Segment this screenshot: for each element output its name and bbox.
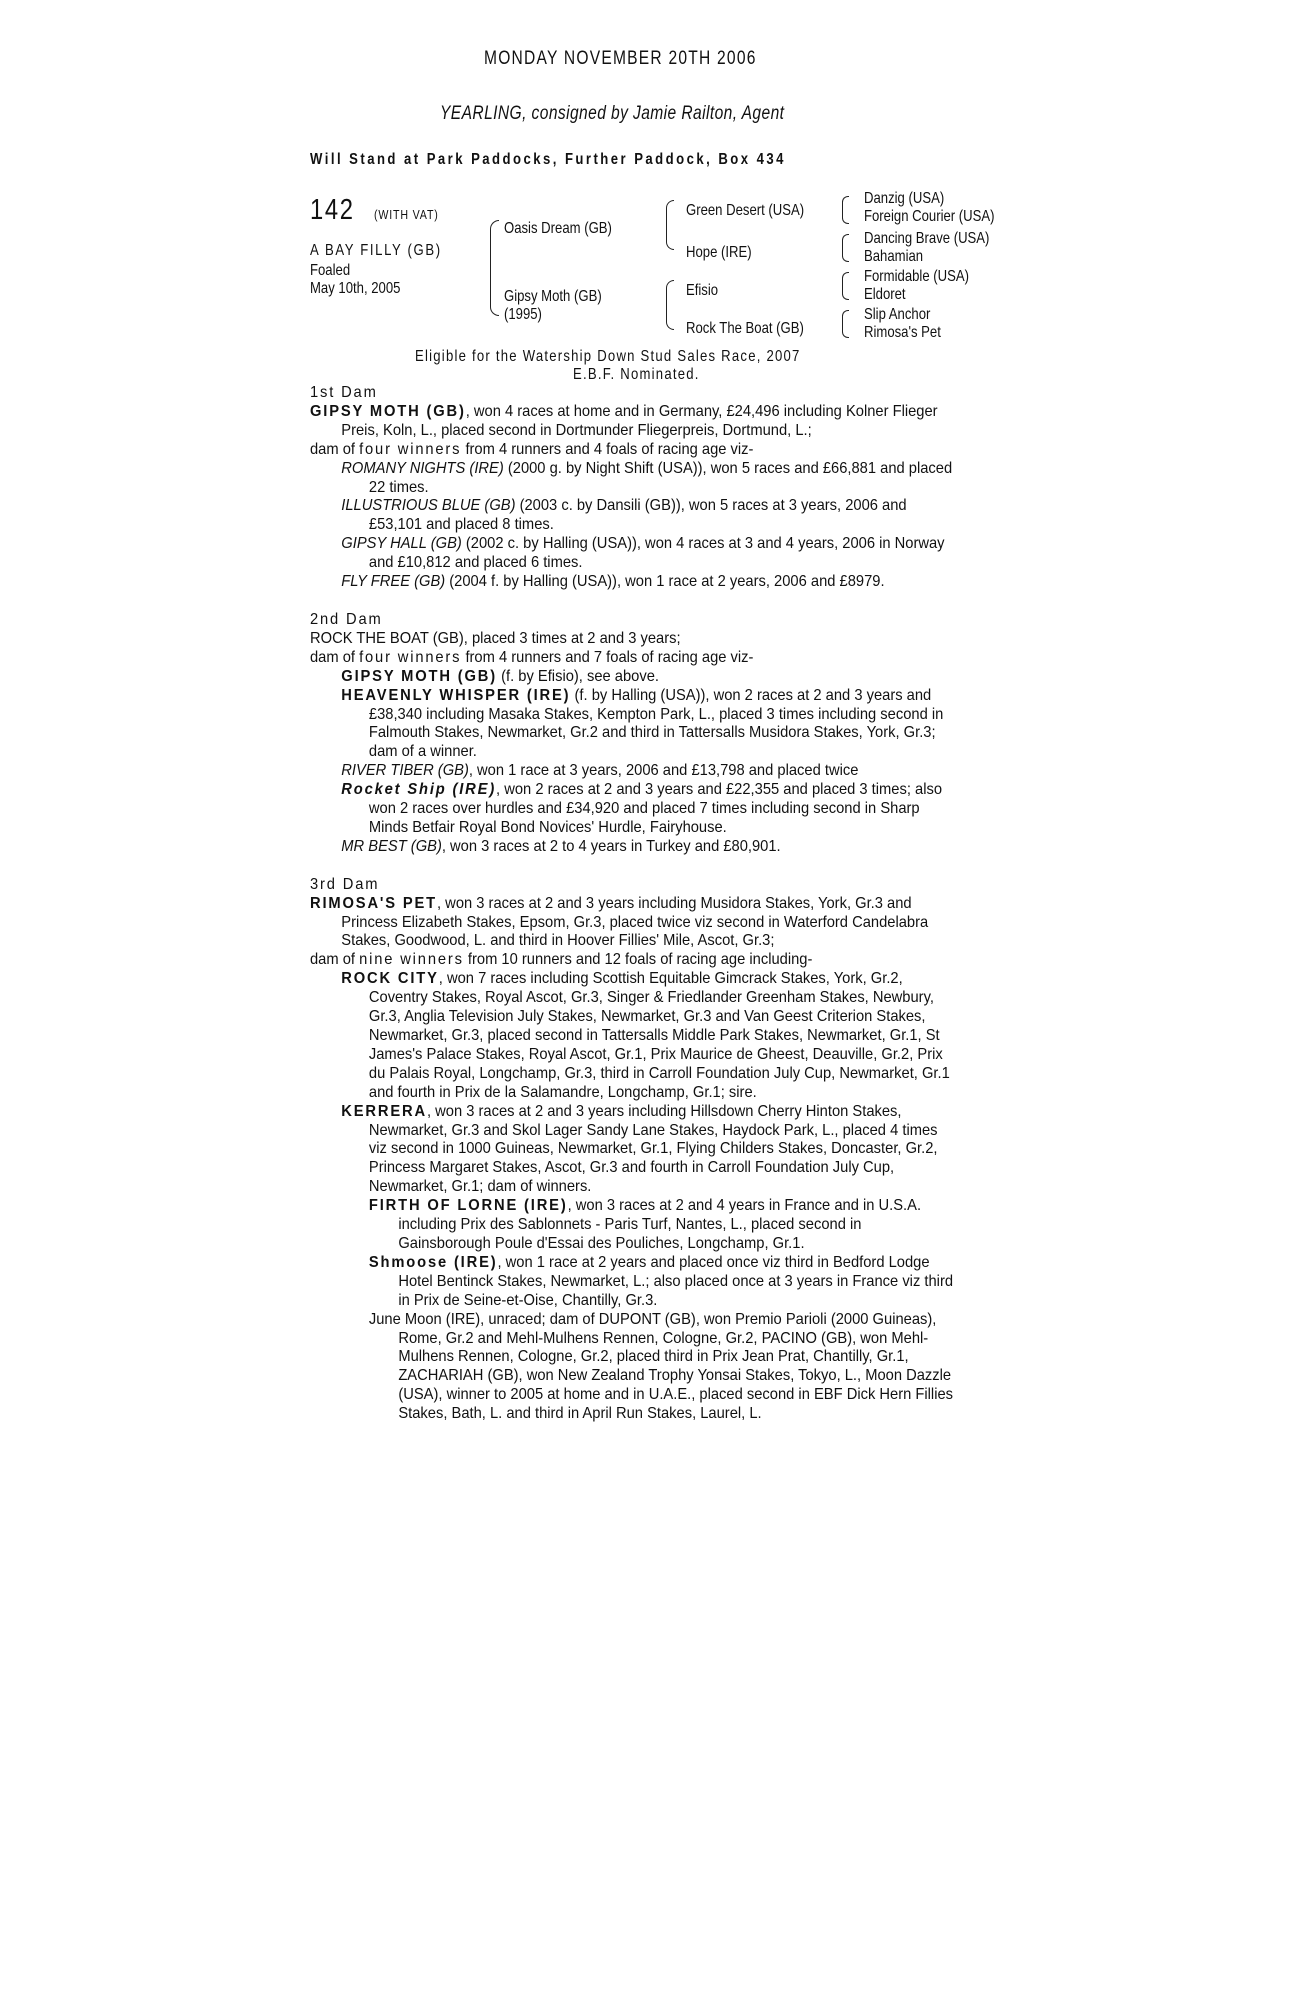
produce-entry: KERRERA, won 3 races at 2 and 3 years including Hillsdown Cherry Hinton Stakes, Newmarket, Gr.3 and Skol Lager Sandy Lane Stakes, Haydock Park, L., placed 4 times viz second in 1000 Guineas, Newmarket, Gr.1, Flying Childers Stakes, Doncaster, Gr.2, Princess Margaret Stakes, Ascot, Gr.3 and fourth in Carroll Foundation July Cup, Newmarket, Gr.1; dam of winners.	[341, 1102, 938, 1196]
produce-entry: ILLUSTRIOUS BLUE (GB) (2003 c. by Dansili (GB)), won 5 races at 3 years, 2006 and £53,101 and placed 8 times.	[341, 497, 907, 534]
first-dam-entry: GIPSY MOTH (GB), won 4 races at home and in Germany, £24,496 including Kolner Flieger Preis, Koln, L., placed second in Dortmunder Fliegerpreis, Dortmund, L.;	[310, 402, 938, 439]
pedigree-brace	[842, 196, 849, 224]
dam-sire-dam: Eldoret	[864, 286, 906, 303]
pedigree-brace	[842, 234, 849, 262]
produce-entry: ROMANY NIGHTS (IRE) (2000 g. by Night Shift (USA)), won 5 races and £66,881 and placed 22 times.	[341, 459, 953, 496]
sire-dam: Hope (IRE)	[686, 244, 752, 261]
second-dam-heading: 2nd Dam	[310, 610, 383, 628]
third-dam-entry: RIMOSA'S PET, won 3 races at 2 and 3 years including Musidora Stakes, York, Gr.3 and Princess Elizabeth Stakes, Epsom, Gr.3, placed twice viz second in Waterford Candelabra Stakes, Goodwood, L. and third in Hoover Fillies' Mile, Ascot, Gr.3;	[310, 894, 929, 950]
produce-entry: GIPSY MOTH (GB) (f. by Efisio), see above.	[341, 667, 659, 685]
foaled-label: Foaled	[310, 262, 351, 279]
produce-entry: HEAVENLY WHISPER (IRE) (f. by Halling (USA)), won 2 races at 2 and 3 years and £38,340 including Masaka Stakes, Kempton Park, L., placed 3 times including second in Falmouth Stakes, Newmarket, Gr.2 and third in Tattersalls Musidora Stakes, York, Gr.3; dam of a winner.	[341, 686, 944, 761]
dam-dam: Rock The Boat (GB)	[686, 320, 804, 337]
dam-sire: Efisio	[686, 282, 719, 299]
pedigree-brace	[666, 200, 674, 250]
produce-entry: Shmoose (IRE), won 1 race at 2 years and placed once viz third in Bedford Lodge Hotel Bentinck Stakes, Newmarket, L.; also placed once at 3 years in France viz third in Prix de Seine-et-Oise, Chantilly, Gr.3.	[368, 1253, 954, 1309]
sire-dam-dam: Bahamian	[864, 248, 924, 265]
sire-sire-dam: Foreign Courier (USA)	[864, 208, 995, 225]
foaled-date: May 10th, 2005	[310, 280, 401, 297]
third-dam-heading: 3rd Dam	[310, 875, 380, 893]
location-line: Will Stand at Park Paddocks, Further Paddock, Box 434	[310, 151, 786, 168]
produce-entry: June Moon (IRE), unraced; dam of DUPONT (GB), won Premio Parioli (2000 Guineas), Rome, Gr.2 and Mehl-Mulhens Rennen, Cologne, Gr.2, PACINO (GB), won Mehl-Mulhens Rennen, Cologne, Gr.2, placed third in Prix Jean Prat, Chantilly, Gr.1, ZACHARIAH (GB), won New Zealand Trophy Yonsai Stakes, Tokyo, L., Moon Dazzle (USA), winner to 2005 at home and in U.A.E., placed second in EBF Dick Hern Fillies Stakes, Bath, L. and third in April Run Stakes, Laurel, L.	[368, 1310, 954, 1423]
produce-entry: FLY FREE (GB) (2004 f. by Halling (USA)), won 1 race at 2 years, 2006 and £8979.	[341, 573, 885, 591]
sire-sire-sire: Danzig (USA)	[864, 190, 945, 207]
sire: Oasis Dream (GB)	[504, 220, 612, 237]
pedigree-brace	[842, 310, 849, 338]
lot-number: 142	[310, 194, 355, 226]
second-dam-produce-line: dam of four winners from 4 runners and 7 foals of racing age viz-	[310, 648, 754, 666]
consignor-line: YEARLING, consigned by Jamie Railton, Agent	[440, 103, 785, 124]
third-dam-produce-line: dam of nine winners from 10 runners and 12 foals of racing age including-	[310, 951, 813, 969]
produce-entry: RIVER TIBER (GB), won 1 race at 3 years, 2006 and £13,798 and placed twice	[341, 762, 859, 780]
dam: Gipsy Moth (GB)	[504, 288, 602, 305]
produce-entry: Rocket Ship (IRE), won 2 races at 2 and 3 years and £22,355 and placed 3 times; also won 2 races over hurdles and £34,920 and placed 7 times including second in Sharp Minds Betfair Royal Bond Novices' Hurdle, Fairyhouse.	[341, 781, 943, 836]
produce-entry: GIPSY HALL (GB) (2002 c. by Halling (USA)), won 4 races at 3 and 4 years, 2006 in Norway and £10,812 and placed 6 times.	[341, 535, 945, 572]
pedigree-brace	[842, 272, 849, 300]
dam-year: (1995)	[504, 306, 542, 323]
pedigree-brace	[490, 220, 499, 316]
produce-entry: MR BEST (GB), won 3 races at 2 to 4 years in Turkey and £80,901.	[341, 837, 781, 855]
dam-dam-dam: Rimosa's Pet	[864, 324, 941, 341]
sire-sire: Green Desert (USA)	[686, 202, 805, 219]
dam-dam-sire: Slip Anchor	[864, 306, 931, 323]
produce-entry: FIRTH OF LORNE (IRE), won 3 races at 2 and 4 years in France and in U.S.A. including Prix des Sablonnets - Paris Turf, Nantes, L., placed second in Gainsborough Poule d'Essai des Pouliches, Longchamp, Gr.1.	[368, 1197, 922, 1252]
second-dam-entry: ROCK THE BOAT (GB), placed 3 times at 2 and 3 years;	[310, 629, 681, 647]
pedigree-brace	[666, 280, 674, 330]
first-dam-heading: 1st Dam	[310, 384, 378, 401]
sire-dam-sire: Dancing Brave (USA)	[864, 230, 990, 247]
dam-sire-sire: Formidable (USA)	[864, 268, 969, 285]
lot-description: A BAY FILLY (GB)	[310, 242, 442, 259]
catalogue-body	[310, 384, 1030, 1424]
first-dam-produce-line: dam of four winners from 4 runners and 4 foals of racing age viz-	[310, 440, 754, 458]
sale-date: MONDAY NOVEMBER 20TH 2006	[483, 48, 757, 69]
eligibility-note: Eligible for the Watership Down Stud Sales Race, 2007 E.B.F. Nominated.	[414, 348, 801, 383]
vat-note: (WITH VAT)	[374, 207, 439, 222]
produce-entry: ROCK CITY, won 7 races including Scottish Equitable Gimcrack Stakes, York, Gr.2, Coventry Stakes, Royal Ascot, Gr.3, Singer & Friedlander Greenham Stakes, Newbury, Gr.3, Anglia Television July Stakes, Newmarket, Gr.3 and Van Geest Criterion Stakes, Newmarket, Gr.3, placed second in Tattersalls Middle Park Stakes, Newmarket, Gr.1, St James's Palace Stakes, Royal Ascot, Gr.1, Prix Maurice de Gheest, Deauville, Gr.2, Prix du Palais Royal, Longchamp, Gr.3, third in Carroll Foundation July Cup, Newmarket, Gr.1 and fourth in Prix de la Salamandre, Longchamp, Gr.1; sire.	[341, 970, 950, 1101]
pedigree-block	[310, 190, 1030, 350]
